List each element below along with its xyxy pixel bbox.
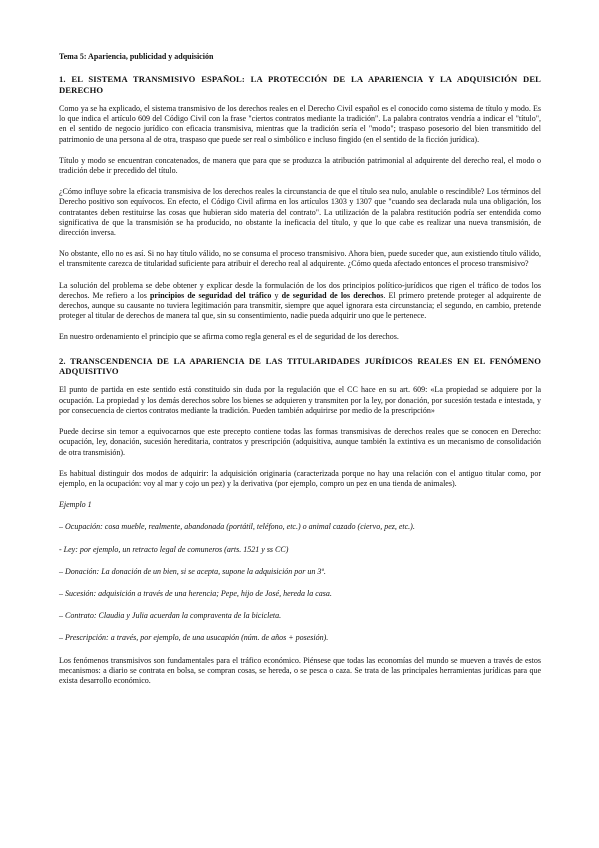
section-1-paragraph-5: [59, 281, 541, 322]
document-page: [59, 52, 541, 697]
example-item-sucesion: – Sucesión: adquisición a través de una herencia; Pepe, hijo de José, hereda la casa.: [59, 588, 332, 598]
section-1-paragraph-1: Como ya se ha explicado, el sistema transmisivo de los derechos reales en el Derecho Civil español es el conocido como sistema de título y modo. Es lo que indica el artículo 609 del Código Civil con la frase "ciertos contratos mediante la tradición". La palabra contratos vendría a indicar el "título", en el sentido de negocio jurídico con eficacia transmisiva, mientras que la tradición sería el "modo"; traspaso posesorio del bien transmitido del patrimonio de una persona al de otra, traspaso que puede ser real o simbólico e incluso fingido (en el sentido de la ficción jurídica).: [59, 104, 541, 144]
section-2-paragraph-2: Puede decirse sin temor a equivocarnos que este precepto contiene todas las formas transmisivas de derechos reales que se conocen en Derecho: ocupación, ley, donación, sucesión hereditaria, contratos y prescripción (adquisitiva, aunque también la extintiva es un mecanismo de consolidación de otra transmisión).: [59, 427, 541, 457]
example-item-ley: - Ley: por ejemplo, un retracto legal de comuneros (arts. 1521 y ss CC): [59, 544, 289, 554]
section-2-heading: 2. TRANSCENDENCIA DE LA APARIENCIA DE LAS TITULARIDADES JURÍDICOS REALES EN EL FENÓMENO ADQUISITIVO: [59, 355, 541, 377]
example-heading: Ejemplo 1: [59, 500, 92, 510]
principle-rights-security: de seguridad de los derechos: [281, 290, 384, 300]
section-1-paragraph-4: No obstante, ello no es así. Si no hay título válido, no se consuma el proceso transmisivo. Ahora bien, puede suceder que, aun existiendo título válido, el transmitente carezca de titularidad suficiente para atribuir el derecho real al adquirente. ¿Cómo queda afectado entonces el proceso transmisivo?: [59, 249, 541, 269]
example-item-prescripcion: – Prescripción: a través, por ejemplo, de una usucapión (núm. de años + posesión).: [59, 633, 329, 643]
section-1-heading: 1. EL SISTEMA TRANSMISIVO ESPAÑOL: LA PROTECCIÓN DE LA APARIENCIA Y LA ADQUISICIÓN DEL DERECHO: [59, 74, 541, 95]
section-2-paragraph-4: Los fenómenos transmisivos son fundamentales para el tráfico económico. Piénsese que todas las economías del mundo se mueven a través de estos mecanismos: a diario se contrata en bolsa, se compran cosas, se hereda, o se pesca o caza. Se trata de las principales herramientas jurídicas para que exista desarrollo económico.: [59, 655, 541, 685]
example-item-contrato: – Contrato: Claudia y Julia acuerdan la compraventa de la bicicleta.: [59, 611, 282, 621]
paragraph-5-text-b: y: [271, 290, 282, 300]
section-2-paragraph-3: Es habitual distinguir dos modos de adquirir: la adquisición originaria (caracterizada porque no hay una relación con el antiguo titular como, por ejemplo, en la ocupación: voy al mar y cojo un pez) y la derivativa (por ejemplo, compro un pez en una tienda de animales).: [59, 468, 541, 488]
paragraph-5-text-a: La solución del problema se debe obtener y explicar desde la formulación de los dos principios político-jurídicos que rigen el tráfico de todos los derechos. Me refiero a los: [59, 280, 541, 300]
section-1-paragraph-6: En nuestro ordenamiento el principio que se afirma como regla general es el de seguridad de los derechos.: [59, 332, 399, 342]
section-2-paragraph-1: El punto de partida en este sentido está constituido sin duda por la regulación que el CC hace en su art. 609: «La propiedad se adquiere por la ocupación. La propiedad y los demás derechos sobre los bienes se adquieren y transmiten por la ley, por donación, por sucesión testada e intestada, y por consecuencia de ciertos contratos mediante la tradición. Pueden también adquirirse por medio de la prescripción»: [59, 385, 541, 415]
section-1-paragraph-2: Título y modo se encuentran concatenados, de manera que para que se produzca la atribución patrimonial al adquirente del derecho real, el modo o tradición debe ir precedido del título.: [59, 155, 541, 176]
topic-title: Tema 5: Apariencia, publicidad y adquisición: [59, 52, 214, 61]
example-item-ocupacion: – Ocupación: cosa mueble, realmente, abandonada (portátil, teléfono, etc.) o animal cazado (ciervo, pez, etc.).: [59, 522, 415, 532]
example-item-donacion: – Donación: La donación de un bien, si se acepta, supone la adquisición por un 3º.: [59, 566, 326, 576]
principle-traffic-security: principios de seguridad del tráfico: [149, 290, 272, 300]
paragraph-5-text-c: . El primero pretende proteger al adquirente de derechos, aunque su causante no tuviera legitimación para transmitir, siempre que aquel ignorara esta circunstancia; el segundo, en cambio, pretende proteger al titular de derechos de manera tal que, sin su consentimiento, nadie pueda adquirir uno que le pertenece.: [59, 290, 542, 321]
section-1-paragraph-3: ¿Cómo influye sobre la eficacia transmisiva de los derechos reales la circunstancia de que el título sea nulo, anulable o rescindible? Los términos del Derecho positivo son equívocos. En efecto, el Código Civil afirma en los artículos 1303 y 1307 que "cuando sea declarada nula una obligación, los contratantes deben restituirse las cosas que hubieran sido materia del contrato". La utilización de la palabra restitución podría ser entendida como significativa de que la transmisión se ha producido, no obstante la ineficacia del título, y que lo que cabe es realizar una nueva transmisión, de dirección inversa.: [59, 187, 541, 238]
